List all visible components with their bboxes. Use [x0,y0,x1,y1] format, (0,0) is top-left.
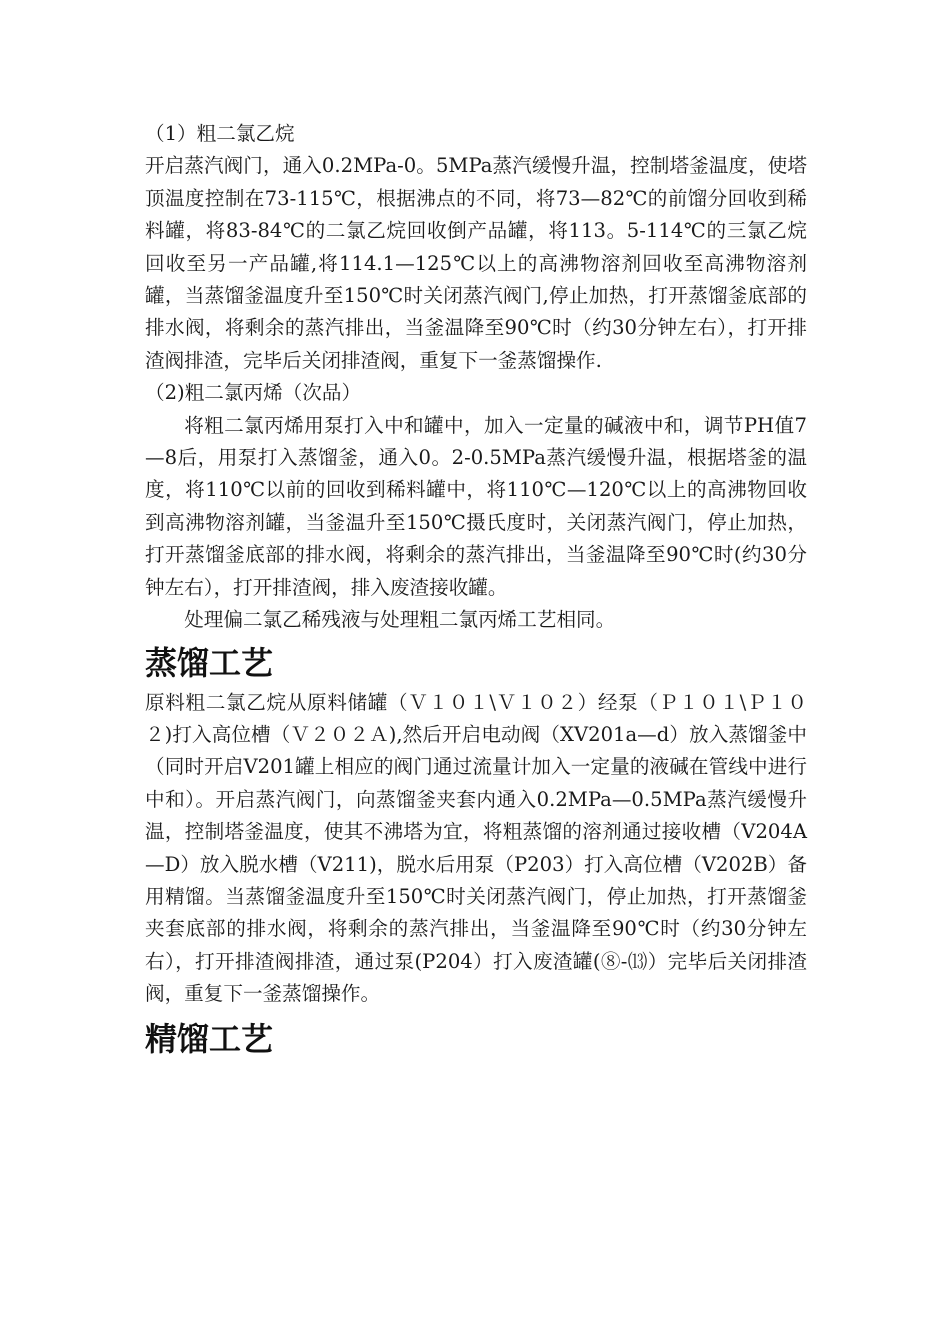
section-title-rectification: 精馏工艺 [145,1019,274,1058]
section-title-distillation: 蒸馏工艺 [145,643,274,682]
document-page [145,118,807,1063]
paragraph-distillation-process: 原料粗二氯乙烷从原料储罐（Ｖ１０１\Ｖ１０２）经泵（Ｐ１０１\Ｐ１０２)打入高位槽（Ｖ２０２Ａ),然后开启电动阀（XV201a—d）放入蒸馏釜中（同时开启V201罐上相应的阀门通过流量计加入一定量的液碱在管线中进行中和）。开启蒸汽阀门，向蒸馏釜夹套内通入0.2MPa—0.5MPa蒸汽缓慢升温，控制塔釜温度，使其不沸塔为宜，将粗蒸馏的溶剂通过接收槽（V204A—D）放入脱水槽（V211)，脱水后用泵（P203）打入高位槽（V202B）备用精馏。当蒸馏釜温度升至150℃时关闭蒸汽阀门，停止加热，打开蒸馏釜夹套底部的排水阀，将剩余的蒸汽排出，当釜温降至90℃时（约30分钟左右），打开排渣阀排渣，通过泵(P204）打入废渣罐(⑧-⒀）完毕后关闭排渣阀，重复下一釜蒸馏操作。 [145,690,807,1006]
paragraph-crude-dichloroethane: 开启蒸汽阀门，通入0.2MPa-0。5MPa蒸汽缓慢升温，控制塔釜温度，使塔顶温度控制在73-115℃，根据沸点的不同，将73—82℃的前馏分回收到稀料罐，将83-84℃的二氯乙烷回收倒产品罐，将113。5-114℃的三氯乙烷回收至另一产品罐,将114.1—125℃以上的高沸物溶剂回收至高沸物溶剂罐，当蒸馏釜温度升至150℃时关闭蒸汽阀门,停止加热，打开蒸馏釜底部的排水阀，将剩余的蒸汽排出，当釜温降至90℃时（约30分钟左右），打开排渣阀排渣，完毕后关闭排渣阀，重复下一釜蒸馏操作. [145,154,807,372]
paragraph-crude-dichloropropene: 将粗二氯丙烯用泵打入中和罐中，加入一定量的碱液中和，调节PH值7—8后，用泵打入蒸馏釜，通入0。2-0.5MPa蒸汽缓慢升温，根据塔釜的温度，将110℃以前的回收到稀料罐中，将110℃—120℃以上的高沸物回收到高沸物溶剂罐，当釜温升至150℃摄氏度时，关闭蒸汽阀门，停止加热，打开蒸馏釜底部的排水阀，将剩余的蒸汽排出，当釜温降至90℃时(约30分钟左右），打开排渣阀，排入废渣接收罐。 [145,413,807,599]
paragraph-vinylidene-residue: 处理偏二氯乙稀残液与处理粗二氯丙烯工艺相同。 [184,608,616,632]
subsection-title-crude-dichloropropene: （2)粗二氯丙烯（次品） [145,381,362,405]
subsection-title-crude-dichloroethane: （1）粗二氯乙烷 [145,122,295,145]
